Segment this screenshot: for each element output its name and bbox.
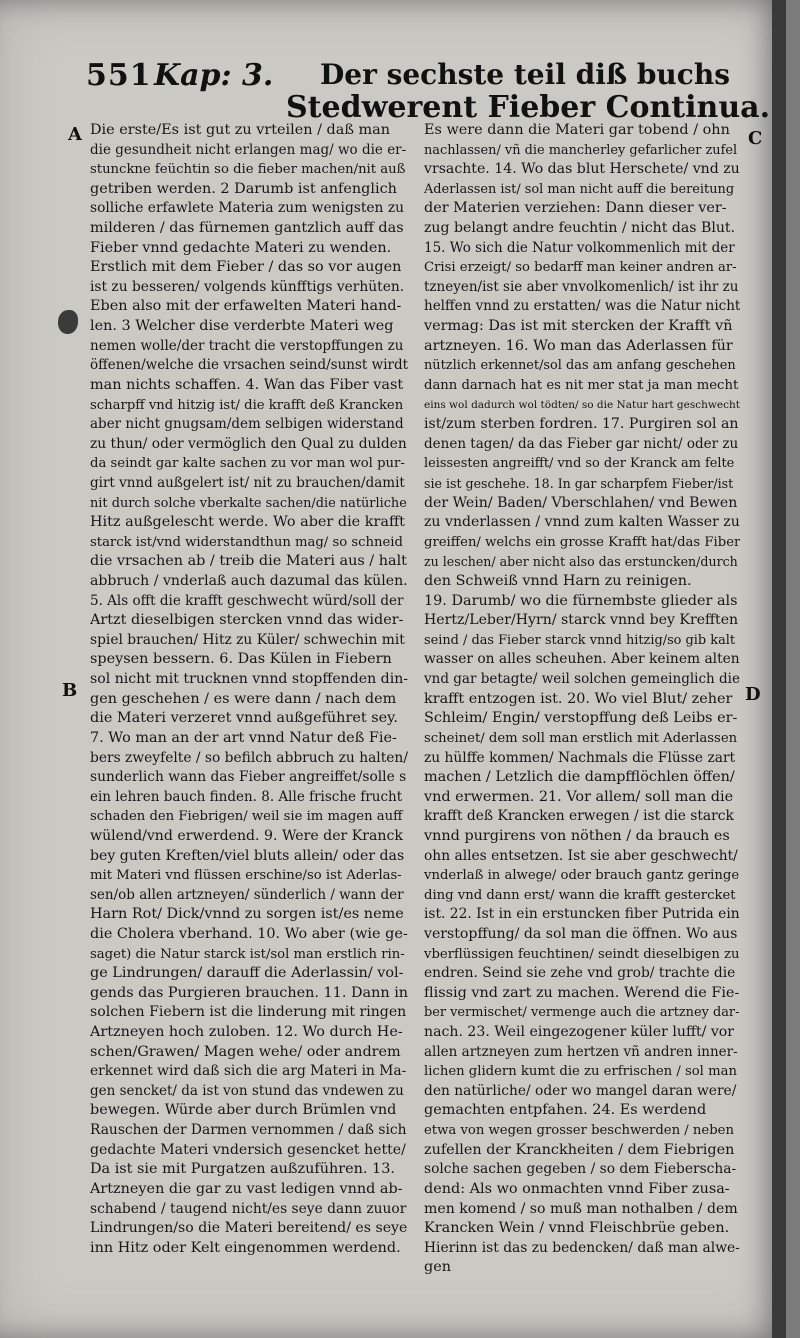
text-line: vermag: Das ist mit stercken der Krafft vñ xyxy=(424,318,733,335)
ink-blot xyxy=(58,310,78,334)
text-line: vnd gar betagte/ weil solchen gemeinglich die xyxy=(424,671,740,688)
text-line: den Schweiß vnnd Harn zu reinigen. xyxy=(424,573,692,590)
text-line: men komend / so muß man nothalben / dem xyxy=(424,1200,738,1217)
text-line: seind / das Fieber starck vnnd hitzig/so gib kalt xyxy=(424,632,736,648)
text-line: aber nicht gnugsam/dem selbigen widerstand xyxy=(90,416,404,433)
text-line: verstopffung/ da sol man die öffnen. Wo aus xyxy=(424,925,738,942)
text-line: gends das Purgieren brauchen. 11. Dann in xyxy=(90,984,408,1001)
text-line: starck ist/vnd widerstandthun mag/ so schneid xyxy=(90,534,403,550)
text-line: dend: Als wo onmachten vnnd Fiber zusa- xyxy=(424,1180,730,1197)
text-line: wülend/vnd erwerdend. 9. Were der Kranck xyxy=(90,827,403,844)
text-line: bewegen. Würde aber durch Brümlen vnd xyxy=(90,1102,397,1119)
text-line: sol nicht mit trucknen vnnd stopffenden din- xyxy=(90,671,408,688)
text-line: nemen wolle/der tracht die verstopffungen zu xyxy=(90,337,404,354)
text-line: 15. Wo sich die Natur volkommenlich mit der xyxy=(424,239,735,256)
text-line: ein lehren bauch finden. 8. Alle frische frucht xyxy=(90,788,403,805)
text-line: solliche erfawlete Materia zum wenigsten zu xyxy=(90,200,404,217)
text-line: nit durch solche vberkalte sachen/die natürliche xyxy=(90,495,407,511)
chapter-label: Kap: 3. xyxy=(154,58,274,93)
text-line: saget) die Natur starck ist/sol man erstlich rin- xyxy=(90,946,405,962)
text-line: milderen / das fürnemen gantzlich auff das xyxy=(90,220,404,237)
text-line: 7. Wo man an der art vnnd Natur deß Fie- xyxy=(90,729,397,746)
text-line: eins wol dadurch wol tödten/ so die Natur hart geschwecht xyxy=(424,398,740,411)
text-line: Krancken Wein / vnnd Fleischbrüe geben. xyxy=(424,1220,730,1237)
text-line: solche sachen gegeben / so dem Fieberscha- xyxy=(424,1161,737,1178)
text-line: allen artzneyen zum hertzen vñ andren inner- xyxy=(424,1043,738,1060)
text-line: Hertz/Leber/Hyrn/ starck vnnd bey Krefften xyxy=(424,612,739,629)
text-line: scharpff vnd hitzig ist/ die krafft deß Krancken xyxy=(90,397,404,413)
text-line: zu hülffe kommen/ Nachmals die Flüsse zart xyxy=(424,749,736,766)
text-line: lichen glidern kumt die zu erfrischen / sol man xyxy=(424,1064,737,1080)
text-line: getriben werden. 2 Darumb ist anfenglich xyxy=(90,180,397,197)
text-line: krafft entzogen ist. 20. Wo viel Blut/ zeher xyxy=(424,690,733,707)
text-line: Fieber vnnd gedachte Materi zu wenden. xyxy=(90,239,392,256)
left-text-column xyxy=(90,121,408,1258)
text-line: sen/ob allen artzneyen/ sünderlich / wann der xyxy=(90,886,404,903)
text-line: girt vnnd außgelert ist/ nit zu brauchen/damit xyxy=(90,474,405,491)
right-text-column xyxy=(424,121,740,1278)
text-line: öffenen/welche die vrsachen seind/sunst wirdt xyxy=(90,357,408,374)
margin-marker-d: D xyxy=(745,684,761,705)
text-line: vnnd purgirens von nöthen / da brauch es xyxy=(424,827,730,844)
text-line: leissesten angreifft/ vnd so der Kranck am felte xyxy=(424,456,735,472)
page-edge-shadow xyxy=(772,0,786,1338)
text-line: Artzt dieselbigen stercken vnnd das wider- xyxy=(90,612,404,629)
text-line: die gesundheit nicht erlangen mag/ wo die er- xyxy=(90,141,407,158)
text-line: flissig vnd zart zu machen. Werend die Fie- xyxy=(424,984,740,1001)
text-line: endren. Seind sie zehe vnd grob/ trachte die xyxy=(424,965,736,982)
text-line: sunderlich wann das Fieber angreiffet/solle s xyxy=(90,769,407,786)
text-line: gen sencket/ da ist von stund das vndewen zu xyxy=(90,1082,404,1099)
text-line: denen tagen/ da das Fieber gar nicht/ oder zu xyxy=(424,435,739,452)
text-line: wasser on alles scheuhen. Aber keinem alten xyxy=(424,651,740,668)
text-line: Artzneyen hoch zuloben. 12. Wo durch He- xyxy=(90,1024,403,1041)
text-line: vrsachte. 14. Wo das blut Herschete/ vnd zu xyxy=(424,161,740,178)
text-line: Eben also mit der erfawelten Materi hand- xyxy=(90,298,402,315)
text-line: man nichts schaffen. 4. Wan das Fiber vast xyxy=(90,376,404,393)
text-line: Lindrungen/so die Materi bereitend/ es seye xyxy=(90,1220,408,1237)
text-line: gen geschehen / es were dann / nach dem xyxy=(90,690,397,707)
text-line: zufellen der Kranckheiten / dem Fiebrigen xyxy=(424,1141,735,1158)
text-line: dann darnach hat es nit mer stat ja man mecht xyxy=(424,377,739,393)
text-line: 19. Darumb/ wo die fürnembste glieder als xyxy=(424,592,738,609)
text-line: Da ist sie mit Purgatzen außzuführen. 13. xyxy=(90,1161,395,1178)
text-line: krafft deß Krancken erwegen / ist die starck xyxy=(424,808,734,825)
text-line: nach. 23. Weil eingezogener küler lufft/ vor xyxy=(424,1024,735,1041)
text-line: scheinet/ dem soll man erstlich mit Aderlassen xyxy=(424,730,738,746)
text-line: ge Lindrungen/ darauff die Aderlassin/ vol- xyxy=(90,965,404,982)
running-title: Der sechste teil diß buchs xyxy=(320,58,730,91)
text-line: gemachten entpfahen. 24. Es werdend xyxy=(424,1102,707,1119)
text-line: gedachte Materi vndersich gesencket hette/ xyxy=(90,1141,406,1158)
text-line: der Materien verziehen: Dann dieser ver- xyxy=(424,200,727,217)
margin-marker-b: B xyxy=(62,680,78,701)
text-line: ohn alles entsetzen. Ist sie aber geschwecht/ xyxy=(424,847,738,864)
text-line: zug belangt andre feuchtin / nicht das Blut. xyxy=(424,220,736,237)
text-line: helffen vnnd zu erstatten/ was die Natur nicht xyxy=(424,298,740,315)
text-line: gen xyxy=(424,1259,451,1276)
text-line: bey guten Kreften/viel bluts allein/ oder das xyxy=(90,847,405,864)
text-line: ber vermischet/ vermenge auch die artzney dar- xyxy=(424,1005,740,1021)
text-line: Rauschen der Darmen vernommen / daß sich xyxy=(90,1122,407,1139)
text-line: 5. Als offt die krafft geschwecht würd/soll der xyxy=(90,592,404,609)
text-line: abbruch / vnderlaß auch dazumal das külen. xyxy=(90,573,408,590)
text-line: nützlich erkennet/sol das am anfang geschehen xyxy=(424,358,736,374)
text-line: zu thun/ oder vermöglich den Qual zu dulden xyxy=(90,435,407,452)
text-line: schaden den Fiebrigen/ weil sie im magen auff xyxy=(90,809,403,825)
text-line: zu leschen/ aber nicht also das erstuncken/durch xyxy=(424,554,738,570)
text-line: den natürliche/ oder wo mangel daran were/ xyxy=(424,1082,737,1099)
text-line: len. 3 Welcher dise verderbte Materi weg xyxy=(90,318,394,335)
text-line: speysen bessern. 6. Das Külen in Fiebern xyxy=(90,651,392,668)
text-line: artzneyen. 16. Wo man das Aderlassen für xyxy=(424,337,733,354)
text-line: ding vnd dann erst/ wann die krafft gestercket xyxy=(424,887,736,903)
text-line: Artzneyen die gar zu vast ledigen vnnd ab- xyxy=(90,1180,403,1197)
margin-marker-c: C xyxy=(748,128,763,149)
text-line: Hierinn ist das zu bedencken/ daß man alwe- xyxy=(424,1239,740,1256)
text-line: tzneyen/ist sie aber vnvolkomenlich/ ist ihr zu xyxy=(424,278,739,295)
text-line: stunckne feüchtin so die fieber machen/nit auß xyxy=(90,162,406,178)
text-line: da seindt gar kalte sachen zu vor man wol pur- xyxy=(90,456,405,472)
text-line: zu vnderlassen / vnnd zum kalten Wasser zu xyxy=(424,514,740,531)
text-line: mit Materi vnd flüssen erschine/so ist Aderlas- xyxy=(90,868,402,884)
text-line: ist/zum sterben fordren. 17. Purgiren sol an xyxy=(424,416,739,433)
text-line: Aderlassen ist/ sol man nicht auff die bereitung xyxy=(424,181,735,197)
text-line: Erstlich mit dem Fieber / das so vor augen xyxy=(90,259,402,276)
text-line: bers zweyfelte / so befilch abbruch zu halten/ xyxy=(90,749,408,766)
text-line: Crisi erzeigt/ so bedarff man keiner andren ar- xyxy=(424,260,737,276)
text-line: ist zu besseren/ volgends künfftigs verhüten. xyxy=(90,278,405,295)
text-line: Schleim/ Engin/ verstopffung deß Leibs er- xyxy=(424,710,738,727)
text-line: die Cholera vberhand. 10. Wo aber (wie ge- xyxy=(90,925,408,942)
text-line: Hitz außgelescht werde. Wo aber die krafft xyxy=(90,514,405,531)
text-line: machen / Letzlich die dampfflöchlen öffen/ xyxy=(424,769,735,786)
text-line: solchen Fiebern ist die linderung mit ringen xyxy=(90,1004,407,1021)
text-line: Die erste/Es ist gut zu vrteilen / daß man xyxy=(90,122,390,138)
text-line: nachlassen/ vñ die mancherley gefarlicher zufel xyxy=(424,142,738,158)
text-line: die Materi verzeret vnnd außgeführet sey. xyxy=(90,710,398,727)
text-line: vnd erwermen. 21. Vor allem/ soll man die xyxy=(424,788,734,805)
text-line: schen/Grawen/ Magen wehe/ oder andrem xyxy=(90,1043,401,1060)
text-line: vberflüssigen feuchtinen/ seindt dieselbigen zu xyxy=(424,946,740,962)
text-line: ist. 22. Ist in ein erstuncken fiber Putrida ein xyxy=(424,906,740,923)
text-line: der Wein/ Baden/ Vberschlahen/ vnd Bewen xyxy=(424,494,738,511)
text-line: sie ist geschehe. 18. In gar scharpfem Fieber/ist xyxy=(424,475,734,491)
text-line: schabend / taugend nicht/es seye dann zuuor xyxy=(90,1200,407,1217)
text-line: vnderlaß in alwege/ oder brauch gantz geringe xyxy=(424,868,740,884)
text-line: Harn Rot/ Dick/vnnd zu sorgen ist/es neme xyxy=(90,906,404,923)
text-line: etwa von wegen grosser beschwerden / neben xyxy=(424,1123,734,1139)
text-line: erkennet wird daß sich die arg Materi in Ma- xyxy=(90,1063,407,1080)
section-title: Stedwerent Fieber Continua. xyxy=(286,90,771,125)
text-line: Es were dann die Materi gar tobend / ohn xyxy=(424,122,730,138)
text-line: die vrsachen ab / treib die Materi aus / halt xyxy=(90,553,407,570)
text-line: spiel brauchen/ Hitz zu Küler/ schwechin mit xyxy=(90,631,405,648)
text-line: inn Hitz oder Kelt eingenommen werdend. xyxy=(90,1239,401,1256)
text-line: greiffen/ welchs ein grosse Krafft hat/das Fiber xyxy=(424,534,740,550)
margin-marker-a: A xyxy=(68,124,82,145)
folio-number: 551 xyxy=(86,58,152,93)
